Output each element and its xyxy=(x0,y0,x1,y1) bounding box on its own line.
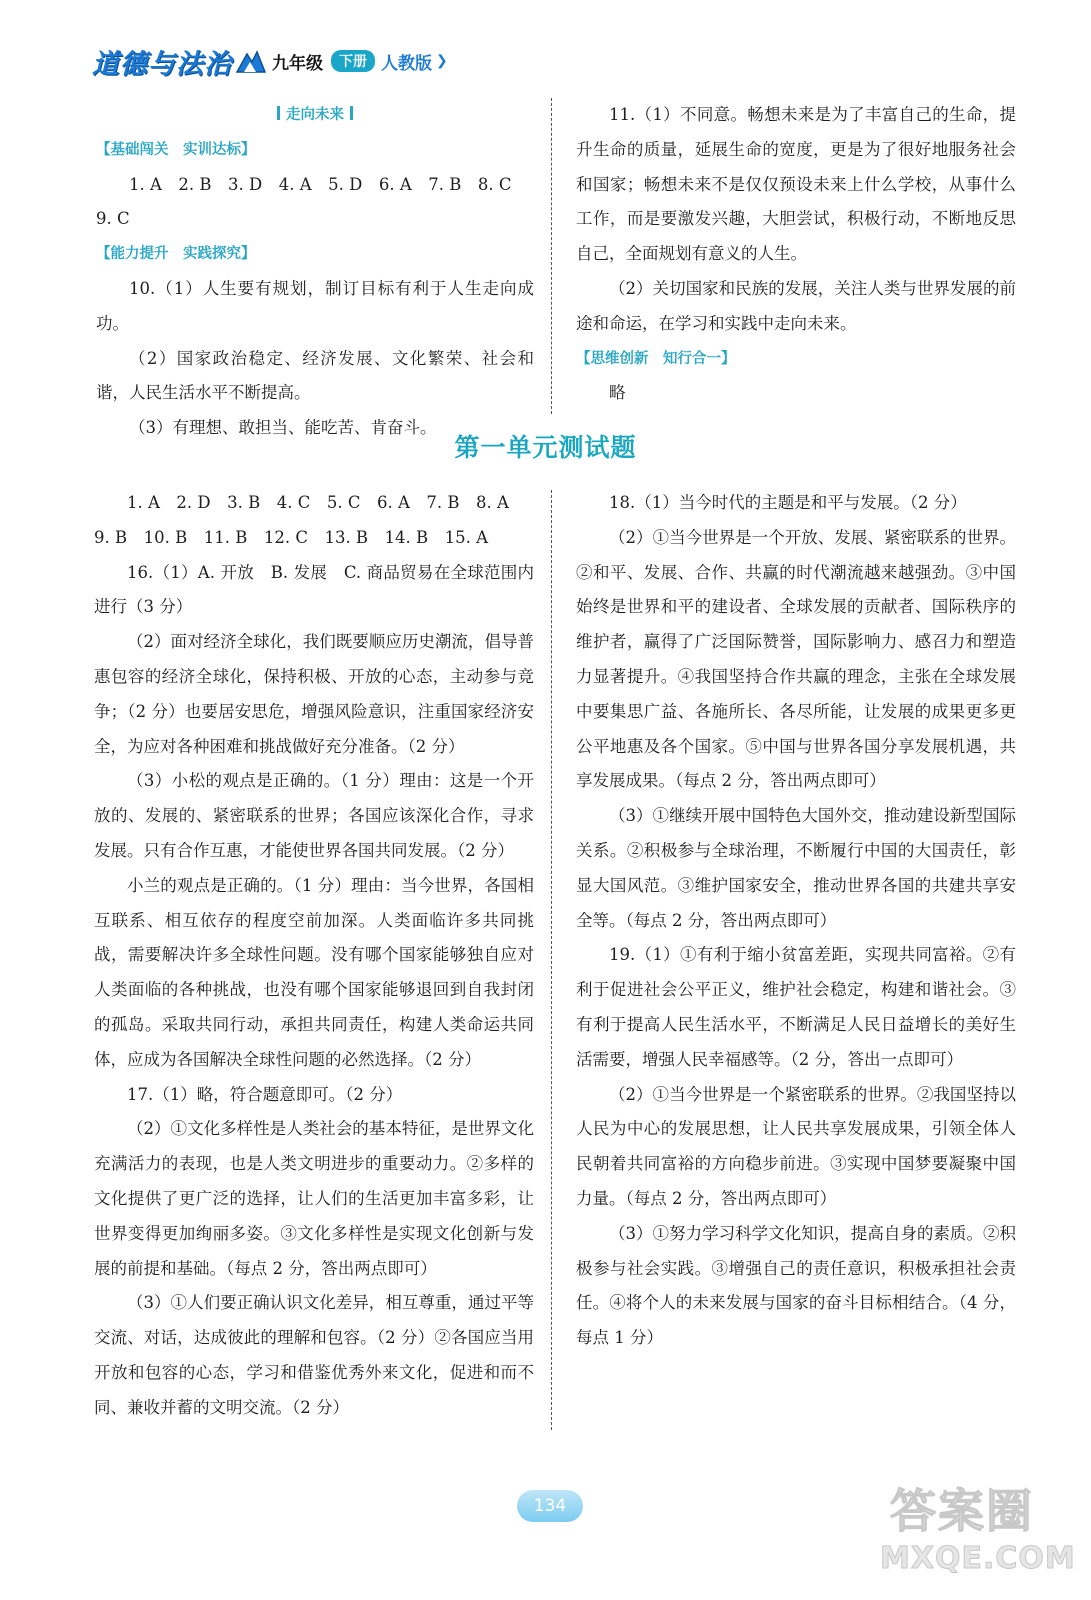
answer-row: 1. A 2. D 3. B 4. C 5. C 6. A 7. B 8. A xyxy=(127,493,509,512)
watermark-logo-text: 答案圈 xyxy=(890,1484,1034,1538)
unit-test-title: 第一单元测试题 xyxy=(454,433,637,462)
answer-paragraph: （3）①人们要正确认识文化差异，相互尊重，通过平等交流、对话，达成彼此的理解和包容。（2 分）②各国应当用开放和包容的心态，学习和借鉴优秀外来文化，促进和而不同、兼收并蓄的文明交流。（2 分） xyxy=(94,1293,534,1417)
watermark xyxy=(880,1475,1075,1593)
page-number: 134 xyxy=(517,1490,583,1522)
answer-paragraph: 16.（1）A. 开放 B. 发展 C. 商品贸易在全球范围内进行（3 分） xyxy=(94,562,534,617)
answer-paragraph: （2）关切国家和民族的发展，关注人类与世界发展的前途和命运，在学习和实践中走向未来。 xyxy=(576,278,1016,333)
answer-paragraph: 11.（1）不同意。畅想未来是为了丰富自己的生命，提升生命的质量，延展生命的宽度，更是为了很好地服务社会和国家；畅想未来不是仅仅预设未来上什么学校，从事什么工作，而是要激发兴趣，大胆尝试，积极行动，不断地反思自己，全面规划有意义的人生。 xyxy=(576,105,1016,264)
edition-label: 人教版 xyxy=(381,53,432,74)
watermark-url: MXQE.COM xyxy=(880,1541,1076,1576)
answer-paragraph: （2）①文化多样性是人类社会的基本特征，是世界文化充满活力的表现，也是人类文明进步的重要动力。②多样的文化提供了更广泛的选择，让人们的生活更加丰富多彩，让世界变得更加绚丽多姿。③文化多样性是实现文化创新与发展的前提和基础。（每点 2 分，答出两点即可） xyxy=(94,1119,534,1278)
section-tag-ability: 【能力提升 实践探究】 xyxy=(96,246,256,263)
subject-title: 道德与法治 xyxy=(92,48,232,80)
answer-paragraph: 18.（1）当今时代的主题是和平与发展。（2 分） xyxy=(609,493,967,512)
grade-label: 九年级 xyxy=(272,53,323,74)
section-tag-basic: 【基础闯关 实训达标】 xyxy=(96,141,256,158)
answer-paragraph: （3）小松的观点是正确的。（1 分）理由：这是一个开放的、发展的、紧密联系的世界；各国应该深化合作，寻求发展。只有合作互惠，才能使世界各国共同发展。（2 分） xyxy=(94,771,534,860)
answer-paragraph: 10.（1）人生要有规划，制订目标有利于人生走向成功。 xyxy=(96,278,534,333)
answer-paragraph: 略 xyxy=(609,383,626,403)
answer-row: 1. A 2. B 3. D 4. A 5. D 6. A 7. B 8. C xyxy=(129,174,512,194)
answer-paragraph: （2）国家政治稳定、经济发展、文化繁荣、社会和谐，人民生活水平不断提高。 xyxy=(96,348,534,403)
column-divider xyxy=(551,98,552,414)
answer-paragraph: 17.（1）略，符合题意即可。（2 分） xyxy=(127,1084,403,1104)
heading-bar-right xyxy=(350,106,353,120)
heading-bar-left xyxy=(277,106,280,120)
answer-paragraph: （2）①当今世界是一个紧密联系的世界。②我国坚持以人民为中心的发展思想，让人民共享发展成果，引领全体人民朝着共同富裕的方向稳步前进。③实现中国梦要凝聚中国力量。（每点 2 分，答出两点即可） xyxy=(576,1084,1016,1208)
mountain-logo-icon xyxy=(236,48,266,74)
volume-badge: 下册 xyxy=(331,50,375,72)
answer-paragraph: 19.（1）①有利于缩小贫富差距，实现共同富裕。②有利于促进社会公平正义，维护社会稳定，构建和谐社会。③有利于提高人民生活水平，不断满足人民日益增长的美好生活需要，增强人民幸福感等。（2 分，答出一点即可） xyxy=(576,945,1016,1069)
answer-row: 9. C xyxy=(96,209,130,229)
section-tag-innovation: 【思维创新 知行合一】 xyxy=(576,350,736,367)
page-header xyxy=(92,40,448,82)
answer-paragraph: （3）①继续开展中国特色大国外交，推动建设新型国际关系。②积极参与全球治理，不断履行中国的大国责任，彰显大国风范。③维护国家安全，推动世界各国的共建共享安全等。（每点 2 分，答出两点即可） xyxy=(576,806,1016,930)
arrow-icon: ❯ xyxy=(436,53,448,69)
top-left-column xyxy=(96,98,534,446)
answer-paragraph: 小兰的观点是正确的。（1 分）理由：当今世界，各国相互联系、相互依存的程度空前加深。人类面临许多共同挑战，需要解决许多全球性问题。没有哪个国家能够独自应对人类面临的各种挑战，也没有哪个国家能够退回到自我封闭的孤岛。采取共同行动，承担共同责任，构建人类命运共同体，应成为各国解决全球性问题的必然选择。（2 分） xyxy=(94,875,534,1069)
answer-paragraph: （3）①努力学习科学文化知识，提高自身的素质。②积极参与社会实践。③增强自己的责任意识，积极承担社会责任。④将个人的未来发展与国家的奋斗目标相结合。（4 分，每点 1 分） xyxy=(576,1223,1016,1348)
answer-paragraph: （2）面对经济全球化，我们既要顺应历史潮流，倡导普惠包容的经济全球化，保持积极、开放的心态，主动参与竞争；（2 分）也要居安思危，增强风险意识，注重国家经济安全，为应对各种困难和挑战做好充分准备。（2 分） xyxy=(94,632,534,756)
top-right-column xyxy=(576,98,1016,411)
answer-paragraph: （2）①当今世界是一个开放、发展、紧密联系的世界。②和平、发展、合作、共赢的时代潮流越来越强劲。③中国始终是世界和平的建设者、全球发展的贡献者、国际秩序的维护者，赢得了广泛国际赞誉，国际影响力、感召力和塑造力显著提升。④我国坚持合作共赢的理念，主张在全球发展中要集思广益、各施所长、各尽所能，让发展的成果更多更公平地惠及各个国家。⑤中国与世界各国分享发展机遇，共享发展成果。（每点 2 分，答出两点即可） xyxy=(576,527,1016,791)
lesson-heading: 走向未来 xyxy=(96,98,534,133)
bottom-right-column xyxy=(576,486,1016,1356)
answer-row: 9. B 10. B 11. B 12. C 13. B 14. B 15. A xyxy=(94,527,489,547)
answer-paragraph: （3）有理想、敢担当、能吃苦、肯奋斗。 xyxy=(129,418,437,438)
bottom-left-column xyxy=(94,486,534,1426)
column-divider xyxy=(551,490,552,1430)
